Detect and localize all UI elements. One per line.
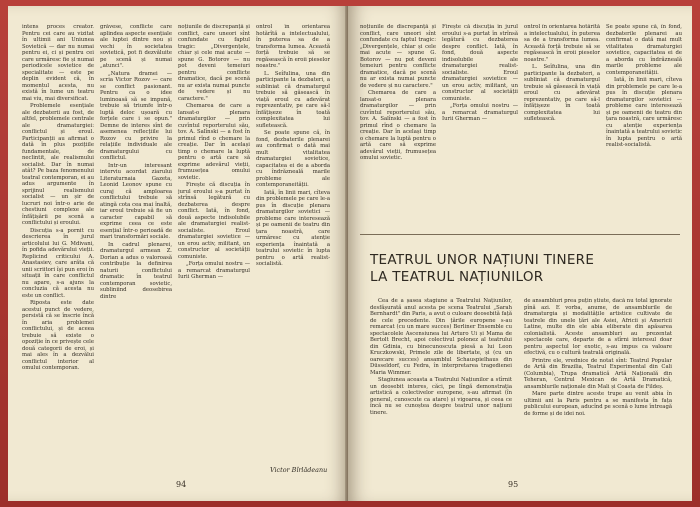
right-column-1 xyxy=(360,24,436,219)
paragraph: L. Seîfulina, una din participante la dezbateri, a subliniat că dramaturgul trebuie să găsească în viață eroul cu adevărat reprezentativ, pe care să-l înfățișeze în toată complexitatea lui sufletească. xyxy=(256,70,330,129)
paragraph: Firește că discuția în jurul eroului s-a purtat în strînsă legătură cu dezbaterea despre conflict. Iată, în fond, două aspecte indisolubile ale dramaturgiei realist-socialiste. Eroul dramaturgiei sovietice — un erou activ, militant, un constructor al societății comuniste. xyxy=(178,182,250,260)
paragraph: Iată, în linii mari, cîteva din problemele pe care le-a pus în discuție plenara dramaturgilor sovietici — probleme care interesează și pe oamenii de teatru din țara noastră, care urmăresc cu atenție experiența înaintată a teatrului sovietic în lupta pentru o artă realist-socialistă. xyxy=(256,189,330,267)
paragraph: noțiunile de discrepanță și conflict, care uneori sînt confundate cu faptul tragic: „Divergențele, chiar și cele mai acute — spune G. Botorov — nu pot deveni temeiuri pentru conflicte dramatice, dacă pe scenă nu ar exista numai puncte de vedere și nu caractere." xyxy=(178,24,250,102)
headline-line-1: TEATRUL UNOR NAȚIUNI TINERE xyxy=(370,252,595,268)
right-column-3 xyxy=(524,24,600,219)
paragraph: L. Seîfulina, una din participante la dezbateri, a subliniat că dramaturgul trebuie să găsească în viață eroul cu adevărat reprezentativ, pe care să-l înfățișeze în toată complexitatea lui sufletească. xyxy=(524,64,600,122)
author-signature: Victor Bîrlădeanu xyxy=(270,466,328,474)
paragraph: grăvese, conflicte care aplindea aspecte esențiale ale luptei dintre nou și vechi în societatea sovietică, pot fi dezvăluite pe scenă și numai „atunci". xyxy=(100,24,172,69)
paragraph: Intr-un interesant interviu acordat ziarului Literaturnaia Gazeta, Leonid Leonov spune cu curaj că amploarea conflictului trebuie să atingă cota cea mai înaltă, iar eroul trebuie să fie un caracter capabil să exprime ceea ce este esențial într-o perioadă de mari transformări sociale. xyxy=(100,162,172,240)
paragraph: „Natura dramei — scria Victor Rozov — care se conflict pasionant. Pentru ca o idee luminoasă să se impună, trebuie să triumfe într-o luptă deloc ușoară cu forțele care i se opun." Demne de interes sînt de asemenea reflecțiile lui Rozov cu privire la relațiile individuale ale dramaturgului cu conflictul. xyxy=(100,70,172,161)
page-number-right: 95 xyxy=(508,480,519,489)
left-column-3 xyxy=(178,24,250,479)
paragraph: Printre ele, vrednice de notat sînt: Teatrul Popular de Artă din Brazilia, Teatrul Experimental din Cali (Columbia), Trupa dramatică Artă Națională din Teheran, Centrul Mexican de Artă Dramatică, ansamblurile naționale din Mali și Coasta de Fildeș. xyxy=(524,357,672,390)
left-column-2 xyxy=(100,24,172,479)
paragraph: de ansambluri prea puțin știute, dacă nu total ignorate pînă azi. E vorba, anume, de ansamblurile de dramaturgia și modalitățile artistice cultivate de teatrele din unele țări ale Asiei, Africii și Americii Latine, multe din ele abia eliberate din apăsarea colonialistă. Aceste ansambluri au prezentat spectacole care, departe de a stîrni interesul doar pentru aspectul lor exotic, s-au impus ca valoare efectivă, cu o cultură teatrală originală. xyxy=(524,298,672,356)
paragraph: noțiunile de discrepanță și conflict, care uneori sînt confundate cu faptul tragic: „Divergențele, chiar și cele mai acute — spune G. Botorov — nu pot deveni temeiuri pentru conflicte dramatice, dacă pe scenă nu ar exista numai puncte de vedere și nu caractere." xyxy=(360,24,436,89)
paragraph: intens proces creator. Pentru cei care au vizitat în ultimii ani Uniunea Sovietică — dar nu numai pentru ei, ci și pentru cei care urmăresc fie și numai periodicele sovietice de specialitate — este pe deplin evident că, în momentul acesta, nu există în lume un teatru mai viu, mai diversificat. xyxy=(22,24,94,102)
right-column-4 xyxy=(606,24,682,219)
paragraph: Mare parte dintre aceste trupe au venit abia în ultimii ani la Paris pentru a se manifesta în fața publicului european, aducînd pe scenă o lume întreagă de forme și de idei noi. xyxy=(524,391,672,417)
paragraph: Se poate spune că, în fond, dezbaterile plenarei au confirmat o dată mai mult vitalitatea dramaturgiei sovietice, capacitatea ei de a aborda cu îndrăzneală marile probleme ale contemporaneității. xyxy=(606,24,682,76)
page-number-left: 94 xyxy=(176,480,187,489)
left-page xyxy=(8,6,348,501)
paragraph: Stagiunea aceasta a Teatrului Națiunilor a stîrnit un deosebit interes, căci, pe lîngă demonstrația artistică a colectivelor europene, s-au afirmat (în general, cunoscute ca atare) și vigoarea, și ceea ce încă nu se cunoștea despre teatrul unor națiuni tinere. xyxy=(370,377,512,416)
paragraph: Iată, în linii mari, cîteva din problemele pe care le-a pus în discuție plenara dramaturgilor sovietici — probleme care interesează și pe oamenii de teatru din țara noastră, care urmăresc cu atenție experiența înaintată a teatrului sovietic în lupta pentru o artă realist-socialistă. xyxy=(606,77,682,148)
left-column-4 xyxy=(256,24,330,454)
paragraph: Chemarea de care a lansat-o plenara dramaturgilor — prin cuvîntul reporterului său, tov. A. Salînski — a fost în primul rînd o chemare la creație. Dar în același timp o chemare la luptă pentru o artă care să exprime adevărul vieții, frumusețea omului sovietic. xyxy=(360,90,436,161)
paragraph: Riposta este date acestui punct de vedere, persistă că se înscrie încă în aria problemei conflictului, și de aceea trebuie să existe o opoziție în ce privește cele două categorii de eroi, și mai ales în a dezvălui conflictul interior al omului contemporan. xyxy=(22,300,94,371)
headline-line-2: LA TEATRUL NAȚIUNILOR xyxy=(370,269,544,285)
paragraph: Firește că discuția în jurul eroului s-a purtat în strînsă legătură cu dezbaterea despre conflict. Iată, în fond, două aspecte indisolubile ale dramaturgiei realist-socialiste. Eroul dramaturgiei sovietice — un erou activ, militant, un constructor al societății comuniste. xyxy=(442,24,518,102)
paragraph: Se poate spune că, în fond, dezbaterile plenarei au confirmat o dată mai mult vitalitatea dramaturgiei sovietice, capacitatea ei de a aborda cu îndrăzneală marile probleme ale contemporaneității. xyxy=(256,130,330,188)
paragraph: ontrol în orientarea hotărîtă a intelectualului, în puterea sa de a transforma lumea. Această forță trebuie să se regăsească în eroii pieselor noastre." xyxy=(256,24,330,69)
paragraph: ontrol în orientarea hotărîtă a intelectualului, în puterea sa de a transforma lumea. Această forță trebuie să se regăsească în eroii pieselor noastre." xyxy=(524,24,600,63)
paragraph: Discuția s-a pornit cu descrierea în jurul articolului lui G. Mdivani, în pofida adevărului vieții. Replicind criticului A. Anastasiev, care arăta că unii scriitori își pun eroi în situații în care conflictul nu apare, s-a ajuns la concluzia că acesta nu este un conflict. xyxy=(22,227,94,299)
paragraph: In cadrul plenarei, dramaturgul armean Z. Dorian a adus o valoroasă contribuție la definirea naturii conflictului dramatic în teatrul contemporan sovietic, subliniind deosebirea dintre xyxy=(100,241,172,300)
paragraph: Problemele esențiale ale dezbaterii au fost, de altfel, problemele centrale ale dramaturgiei: conflictul și eroul. Participanții au afirmat o dată în plus pozițiile fundamentale, de neclintit, ale realismului socialist. Dar în numai atât? Pe baza fenomenului teatral contemporan, ei au adus argumente în sprijinul realismului socialist — un șir de lucruri noi într-o arie de chestiuni complexe ale înfățișării pe scenă a conflictului și eroului. xyxy=(22,103,94,226)
article-headline xyxy=(370,252,670,286)
paragraph: „Forța omului nostru — a remarcat dramaturgul Iurii Gherman — xyxy=(442,103,518,122)
paragraph: Chemarea de care a lansat-o plenara dramaturgilor — prin cuvîntul reporterului său, tov. A. Salînski — a fost în primul rînd o chemare la creație. Dar în același timp o chemare la luptă pentru o artă care să exprime adevărul vieții, frumusețea omului sovietic. xyxy=(178,103,250,181)
article-column-2 xyxy=(524,298,672,478)
paragraph: „Forța omului nostru — a remarcat dramaturgul Iurii Gherman — xyxy=(178,261,250,280)
right-page xyxy=(348,6,692,501)
article-column-1 xyxy=(370,298,512,478)
right-column-2 xyxy=(442,24,518,219)
section-rule-top xyxy=(360,234,680,235)
paragraph: Cea de a șasea stagiune a Teatrului Națiunilor, desfășurată anul acesta pe scena Teatrului „Sarah Bernhardt" din Paris, a avut o culoare deosebită față de cele precedente. Din țările europene s-au remarcat (cu un mare succes) Berliner Ensemble cu spectacolele Ascensiunea lui Arturo Ui și Mama de Bertolt Brecht, apoi colectivul polonez al teatrului din Gdinia, cu binecunoscuta piesă a lui Leon Kruczkowski, Primele zile de libertate, și (cu un oarecare succes) ansamblul Schauspielhaus din Düsseldorf, cu Fedra, în interpretarea tragedienei Maria Wimmer. xyxy=(370,298,512,376)
left-column-1 xyxy=(22,24,94,479)
